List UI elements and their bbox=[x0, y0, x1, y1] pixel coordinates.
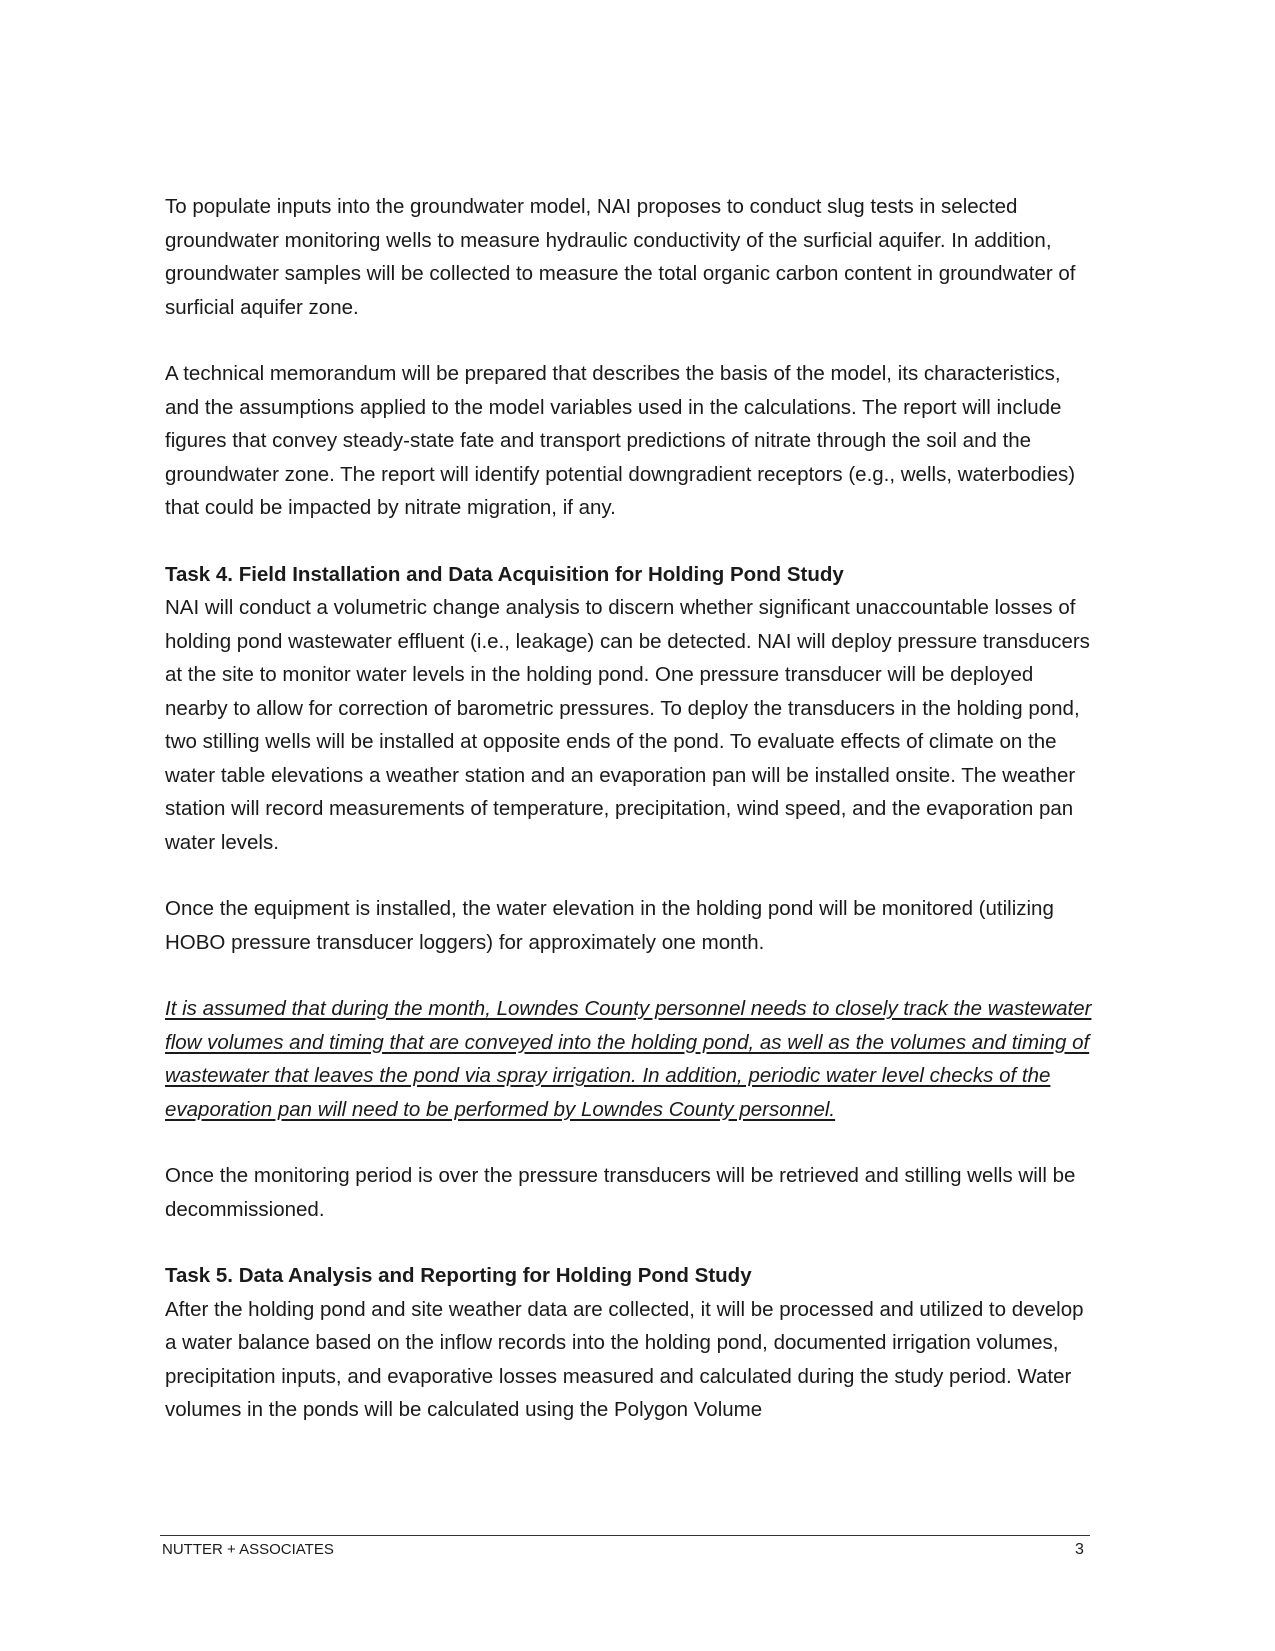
task5-heading: Task 5. Data Analysis and Reporting for Holding Pond Study bbox=[165, 1264, 752, 1287]
paragraph-groundwater-model: To populate inputs into the groundwater model, NAI proposes to conduct slug tests in selected groundwater monitoring wells to measure hydraulic conductivity of the surficial aquifer. In addition, groundwater samples will be collected to measure the total organic carbon content in groundwater of surficial aquifer zone. bbox=[165, 195, 1076, 319]
paragraph-technical-memorandum: A technical memorandum will be prepared that describes the basis of the model, its characteristics, and the assumptions applied to the model variables used in the calculations. The report will include figures that convey steady-state fate and transport predictions of nitrate through the soil and the groundwater zone. The report will identify potential downgradient receptors (e.g., wells, waterbodies) that could be impacted by nitrate migration, if any. bbox=[165, 362, 1076, 519]
paragraph-task4-description: NAI will conduct a volumetric change analysis to discern whether significant unaccountable losses of holding pond wastewater effluent (i.e., leakage) can be detected. NAI will deploy pressure transducers at the site to monitor water levels in the holding pond. One pressure transducer will be deployed nearby to allow for correction of barometric pressures. To deploy the transducers in the holding pond, two stilling wells will be installed at opposite ends of the pond. To evaluate effects of climate on the water table elevations a weather station and an evaporation pan will be installed onsite. The weather station will record measurements of temperature, precipitation, wind speed, and the evaporation pan water levels. bbox=[165, 596, 1090, 854]
task4-heading: Task 4. Field Installation and Data Acquisition for Holding Pond Study bbox=[165, 562, 844, 586]
footer-company: NUTTER + ASSOCIATES bbox=[162, 1541, 334, 1558]
paragraph-task4-retrieval: Once the monitoring period is over the pressure transducers will be retrieved and stilling wells will be decommissioned. bbox=[165, 1164, 1076, 1221]
footer-divider bbox=[160, 1535, 1090, 1536]
paragraph-task4-monitoring: Once the equipment is installed, the water elevation in the holding pond will be monitored (utilizing HOBO pressure transducer loggers) for approximately one month. bbox=[165, 897, 1054, 954]
paragraph-task4-assumption-note: It is assumed that during the month, Lowndes County personnel needs to closely track the wastewater flow volumes and timing that are conveyed into the holding pond, as well as the volumes and timing of wastewater that leaves the pond via spray irrigation. In addition, periodic water level checks of the evaporation pan will need to be performed by Lowndes County personnel. bbox=[165, 997, 1092, 1121]
document-body bbox=[165, 190, 1095, 1460]
paragraph-task5-description: After the holding pond and site weather data are collected, it will be processed and utilized to develop a water balance based on the inflow records into the holding pond, documented irrigation volumes, precipitation inputs, and evaporative losses measured and calculated during the study period. Water volumes in the ponds will be calculated using the Polygon Volume bbox=[165, 1297, 1084, 1421]
footer-page-number: 3 bbox=[1075, 1541, 1084, 1558]
